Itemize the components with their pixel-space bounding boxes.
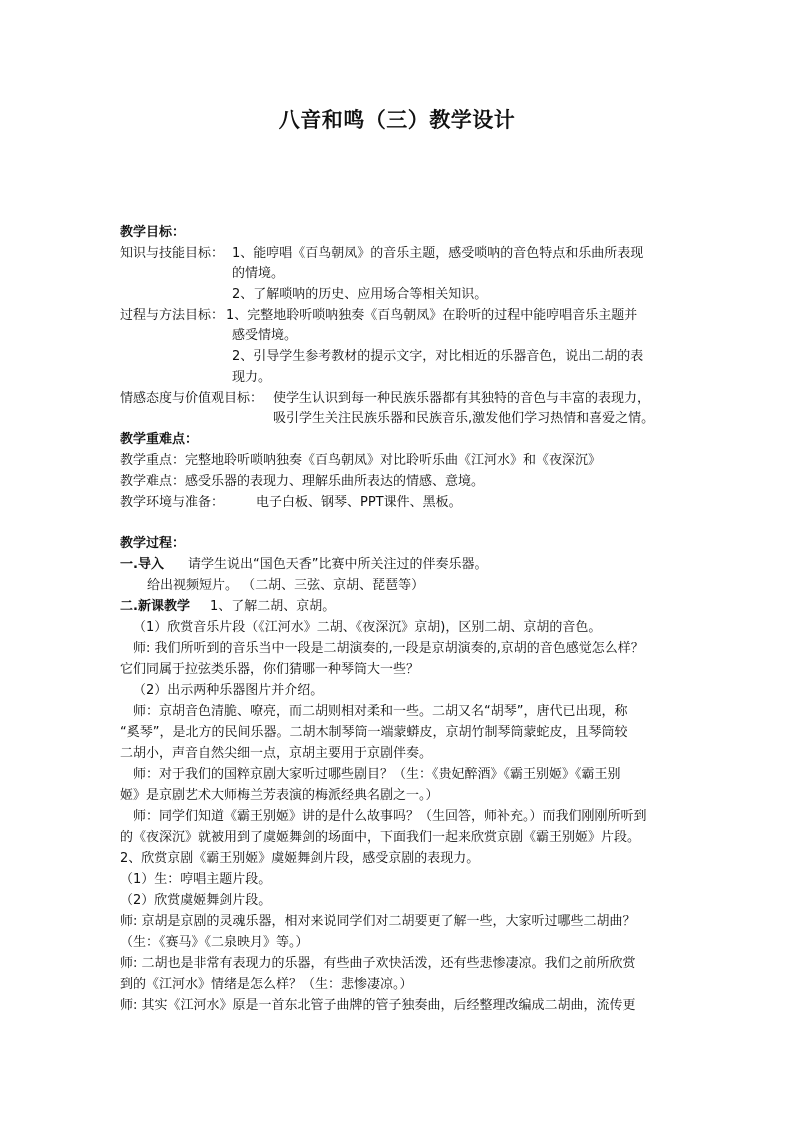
body-line: 姬》是京剧艺术大师梅兰芳表演的梅派经典名剧之一。） <box>120 788 439 803</box>
teaching-difficulty: 教学难点：感受乐器的表现力、理解乐曲所表达的情感、意境。 <box>120 474 485 489</box>
body-line: 师：京胡音色清脆、嘹亮，而二胡则相对柔和一些。二胡又名“胡琴”，唐代已出现，称 <box>133 704 628 719</box>
body-line: 师: 京胡是京剧的灵魂乐器，相对来说同学们对二胡要更了解一些，大家听过哪些二胡曲？ <box>120 914 636 929</box>
emotion-text-2: 吸引学生关注民族乐器和民族音乐,激发他们学习热情和喜爱之情。 <box>273 411 655 426</box>
teaching-focus: 教学重点：完整地聆听唢呐独奏《百鸟朝凤》对比聆听乐曲《江河水》和《夜深沉》 <box>120 453 602 468</box>
process-item-2: 2、引导学生参考教材的提示文字，对比相近的乐器音色，说出二胡的表 <box>232 349 644 364</box>
knowledge-item-2: 2、了解唢呐的历史、应用场合等相关知识。 <box>232 287 488 302</box>
knowledge-item-1: 1、能哼唱《百鸟朝凤》的音乐主题，感受唢呐的音色特点和乐曲所表现 <box>232 246 644 261</box>
environment-text: 电子白板、钢琴、PPT课件、黑板。 <box>256 495 462 510</box>
body-line: 二胡小，声音自然尖细一点，京胡主要用于京剧伴奏。 <box>120 746 433 761</box>
knowledge-label: 知识与技能目标： <box>120 246 225 261</box>
keypoints-heading: 教学重难点： <box>120 432 199 447</box>
intro-video: 给出视频短片。 （二胡、三弦、京胡、琵琶等） <box>147 578 425 593</box>
process-item-2-cont: 现力。 <box>232 370 272 385</box>
body-line: 师: 我们所听到的音乐当中一段是二胡演奏的,一段是京胡演奏的,京胡的音色感觉怎么样？ <box>133 641 644 656</box>
body-line: 到的《江河水》情绪是怎么样？（生：悲惨凄凉。） <box>120 977 413 992</box>
body-line: 2、欣赏京剧《霸王别姬》虞姬舞剑片段，感受京剧的表现力。 <box>120 851 480 866</box>
body-line: 师: 其实《江河水》原是一首东北管子曲牌的管子独奏曲，后经整理改编成二胡曲，流传更 <box>120 998 636 1013</box>
body-line: 师: 二胡也是非常有表现力的乐器，有些曲子欢快活泼，还有些悲惨凄凉。我们之前所欣赏 <box>120 956 636 971</box>
process-item-1: 1、完整地聆听唢呐独奏《百鸟朝凤》在聆听的过程中能哼唱音乐主题并 <box>226 308 638 323</box>
new-lesson-label: 二.新课教学 <box>120 599 190 614</box>
new-lesson-text: 1、了解二胡、京胡。 <box>210 599 336 614</box>
body-line: 师：对于我们的国粹京剧大家听过哪些剧目？（生：《贵妃醉酒》《霸王别姬》《霸王别 <box>133 767 621 782</box>
page-title: 八音和鸣（三）教学设计 <box>278 108 516 132</box>
intro-label: 一.导入 <box>120 557 164 572</box>
process-label: 过程与方法目标： <box>120 308 225 323</box>
body-line: 它们同属于拉弦类乐器，你们猜哪一种琴筒大一些？ <box>120 662 420 677</box>
intro-text: 请学生说出“国色天香”比赛中所关注过的伴奏乐器。 <box>188 557 488 572</box>
body-line: 的《夜深沉》就被用到了虞姬舞剑的场面中，下面我们一起来欣赏京剧《霸王别姬》片段。 <box>120 830 641 845</box>
objectives-heading: 教学目标： <box>120 225 186 240</box>
body-line: （2）欣赏虞姬舞剑片段。 <box>120 893 272 908</box>
body-line: （1）生：哼唱主题片段。 <box>120 872 272 887</box>
environment-label: 教学环境与准备： <box>120 495 225 510</box>
process-item-1-cont: 感受情境。 <box>232 328 298 343</box>
process-heading: 教学过程： <box>120 536 186 551</box>
emotion-text-1: 使学生认识到每一种民族乐器都有其独特的音色与丰富的表现力， <box>273 391 651 406</box>
emotion-label: 情感态度与价值观目标： <box>120 391 264 406</box>
knowledge-item-1-cont: 的情境。 <box>232 266 285 281</box>
body-line: （2）出示两种乐器图片并介绍。 <box>133 683 324 698</box>
body-line: “奚琴”，是北方的民间乐器。二胡木制琴筒一端蒙蟒皮，京胡竹制琴筒蒙蛇皮，且琴筒较 <box>120 725 628 740</box>
body-line: 师：同学们知道《霸王别姬》讲的是什么故事吗？（生回答，师补充。）而我们刚刚所听到 <box>133 809 647 824</box>
body-line: （生：《赛马》《二泉映月》等。） <box>120 935 309 950</box>
body-line: （1）欣赏音乐片段（《江河水》二胡、《夜深沉》京胡)，区别二胡、京胡的音色。 <box>133 620 602 635</box>
